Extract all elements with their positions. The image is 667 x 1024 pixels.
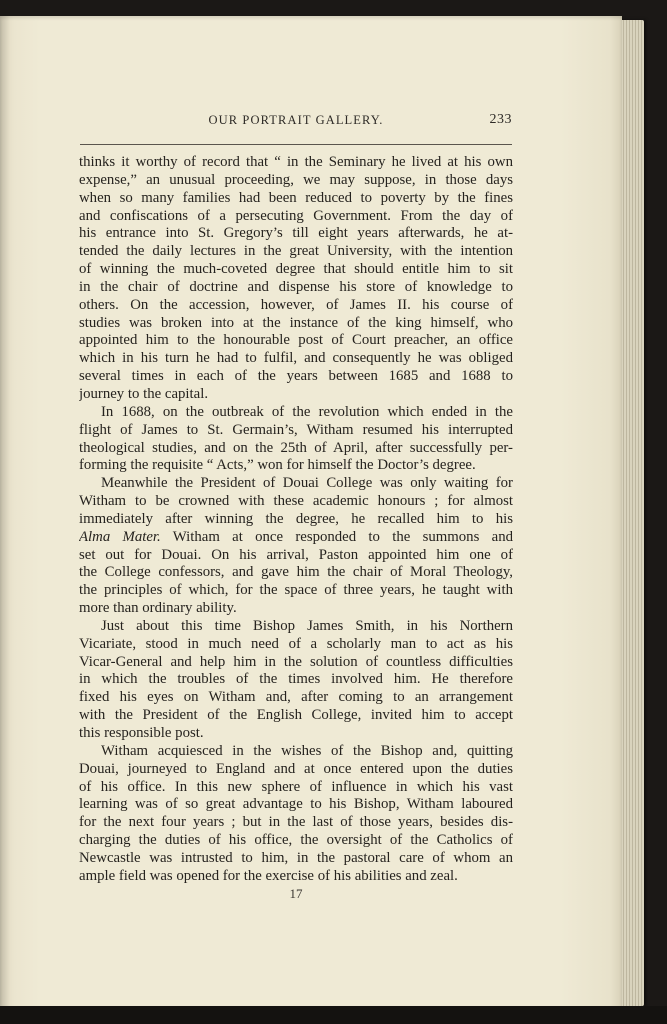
text-line: Douai, journeyed to England and at once entered upon the duties — [79, 760, 513, 777]
italic-phrase: Alma Mater. — [79, 528, 161, 545]
text-line: for the next four years ; but in the last of those years, besides dis- — [79, 814, 513, 831]
text-line-rest: Witham at once responded to the summons and — [160, 528, 513, 545]
text-line: which in his turn he had to fulfil, and consequently he was obliged — [79, 350, 513, 367]
text-line: in which the troubles of the times involved him. He therefore — [79, 671, 513, 688]
text-line: his entrance into St. Gregory’s till eight years afterwards, he at- — [79, 225, 513, 242]
text-line: Vicar-General and help him in the solution of countless difficulties — [79, 653, 513, 670]
text-line: Newcastle was intrusted to him, in the pastoral care of whom an — [79, 849, 513, 866]
text-line: the College confessors, and gave him the chair of Moral Theology, — [79, 564, 513, 581]
text-line — [79, 529, 513, 547]
body-text — [79, 154, 513, 886]
text-line: more than ordinary ability. — [79, 600, 237, 617]
text-line: appointed him to the honourable post of Court preacher, an office — [79, 332, 513, 349]
gutter-shadow — [0, 16, 10, 1006]
text-line: fixed his eyes on Witham and, after coming to an arrangement — [79, 689, 513, 706]
text-line: studies was broken into at the instance of the king himself, who — [79, 314, 513, 331]
text-line: with the President of the English College, invited him to accept — [79, 707, 513, 724]
page-number: 233 — [489, 112, 512, 127]
running-head — [80, 113, 512, 133]
text-line: set out for Douai. On his arrival, Paston appointed him one of — [79, 546, 513, 563]
text-line: forming the requisite “ Acts,” won for himself the Doctor’s degree. — [79, 457, 476, 474]
scan-border — [0, 1006, 667, 1024]
signature-mark: 17 — [289, 886, 303, 901]
text-line: others. On the accession, however, of James II. his course of — [79, 296, 513, 313]
text-line: In 1688, on the outbreak of the revolution which ended in the — [101, 403, 513, 420]
text-line: ample field was opened for the exercise of his abilities and zeal. — [79, 867, 458, 884]
text-line: Just about this time Bishop James Smith, in his Northern — [101, 617, 513, 634]
text-line: thinks it worthy of record that “ in the Seminary he lived at his own — [79, 154, 513, 170]
text-line: immediately after winning the degree, he recalled him to his — [79, 510, 513, 527]
text-line: of winning the much-coveted degree that should entitle him to sit — [79, 261, 513, 278]
text-line: this responsible post. — [79, 725, 204, 741]
text-line: theological studies, and on the 25th of April, after successfully per- — [79, 439, 513, 456]
text-line: Witham acquiesced in the wishes of the Bishop and, quitting — [101, 742, 513, 759]
text-line: and confiscations of a persecuting Government. From the day of — [79, 207, 513, 224]
text-line: the principles of which, for the space of three years, he taught with — [79, 582, 513, 599]
text-line: in the chair of doctrine and dispense his store of knowledge to — [79, 278, 513, 295]
text-line: Meanwhile the President of Douai College was only waiting for — [101, 475, 513, 492]
text-line: Witham to be crowned with these academic honours ; for almost — [79, 493, 513, 510]
text-line: charging the duties of his office, the oversight of the Catholics of — [79, 832, 513, 849]
text-line: several times in each of the years between 1685 and 1688 to — [79, 368, 513, 385]
text-line: when so many families had been reduced to poverty by the fines — [79, 189, 513, 206]
text-line: Vicariate, stood in much need of a scholarly man to act as his — [79, 635, 513, 652]
text-line: journey to the capital. — [79, 385, 209, 402]
text-line: tended the daily lectures in the great University, with the intention — [79, 243, 513, 260]
text-line: expense,” an unusual proceeding, we may suppose, in those days — [79, 171, 513, 188]
text-line: flight of James to St. Germain’s, Witham resumed his interrupted — [79, 421, 513, 438]
header-rule — [80, 144, 512, 145]
running-head-title: OUR PORTRAIT GALLERY. — [208, 113, 384, 127]
text-line: of his office. In this new sphere of influence in which his vast — [79, 778, 513, 795]
text-line: learning was of so great advantage to his Bishop, Witham laboured — [79, 796, 513, 813]
